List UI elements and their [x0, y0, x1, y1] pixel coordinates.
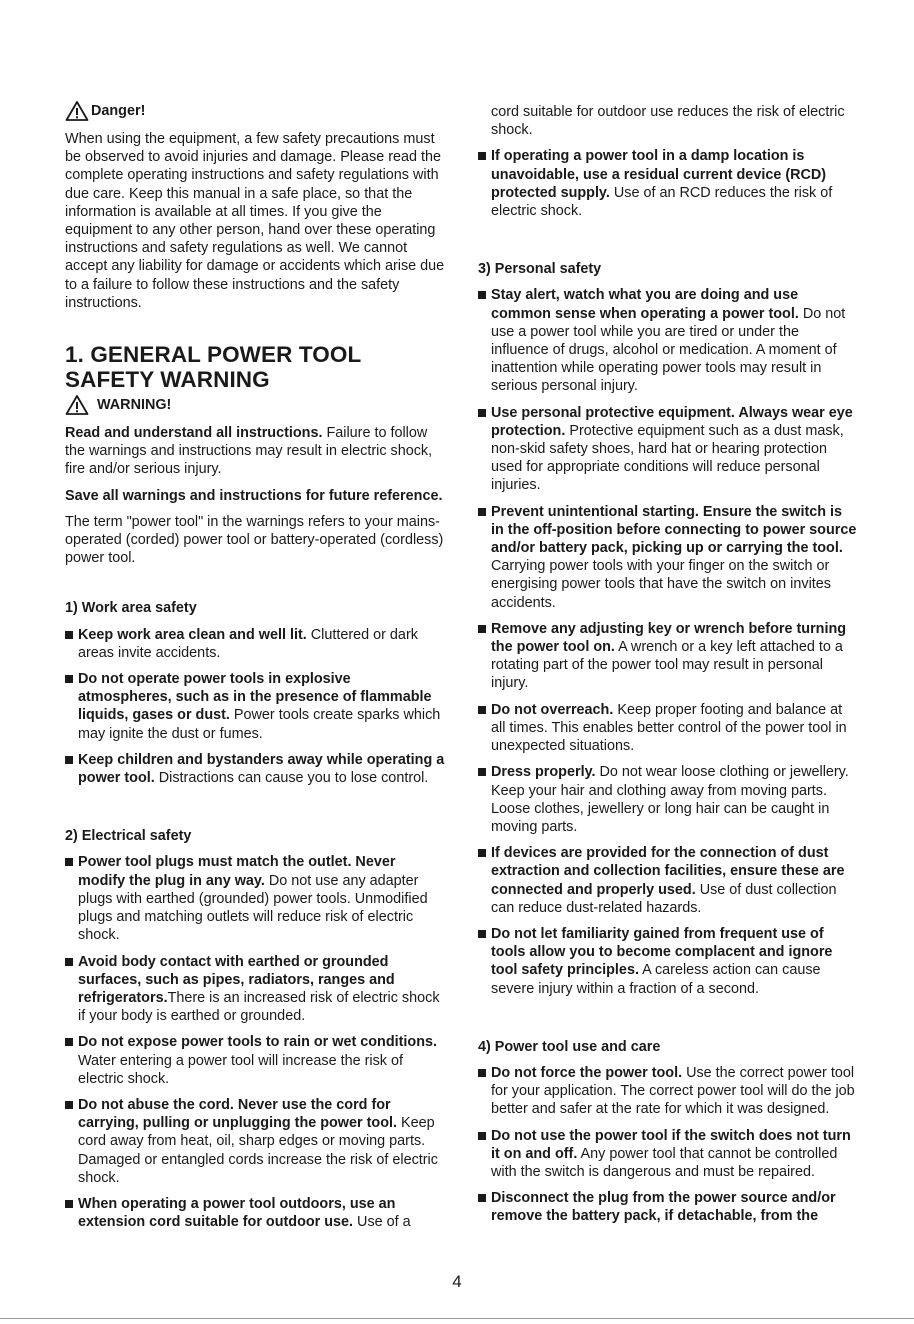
- list-item: Do not use the power tool if the switch does not turn it on and off. Any power tool that cannot be controlled with the switch is dangerous and must be repaired.: [478, 1127, 858, 1182]
- bullet-square-icon: [478, 1132, 486, 1140]
- bullet-square-icon: [478, 1069, 486, 1077]
- personal-heading: 3) Personal safety: [478, 261, 602, 278]
- bullet-square-icon: [478, 508, 486, 516]
- warning-heading: [65, 394, 445, 416]
- list-item: Do not let familiarity gained from frequent use of tools allow you to become complacent and ignore tool safety principles. A careless action can cause severe injury within a fraction of a second.: [478, 925, 858, 998]
- list-item: Dress properly. Do not wear loose clothing or jewellery. Keep your hair and clothing away from moving parts. Loose clothes, jewellery or long hair can be caught in moving parts.: [478, 763, 858, 836]
- bullet-square-icon: [65, 1101, 73, 1109]
- danger-text: When using the equipment, a few safety precautions must be observed to avoid injuries and damage. Please read the complete operating instructions and safety regulations with due care. Keep this manual in a safe place, so that the information is available at all times. If you give the equipment to any other person, hand over these operating instructions and safety regulations as well. We cannot accept any liability for damage or accidents which arise due to a failure to follow these instructions and the safety instructions.: [65, 131, 445, 311]
- list-item: Do not force the power tool. Use the correct power tool for your application. The correct power tool will do the job better and safer at the rate for which it was designed.: [478, 1064, 858, 1119]
- list-item: If operating a power tool in a damp location is unavoidable, use a residual current device (RCD) protected supply. Use of an RCD reduces the risk of electric shock.: [478, 147, 858, 220]
- list-item: Do not overreach. Keep proper footing and balance at all times. This enables better control of the power tool in unexpected situations.: [478, 701, 858, 756]
- danger-heading: [65, 100, 445, 122]
- read-instructions: Read and understand all instructions. Failure to follow the warnings and instructions may result in electric shock, fire and/or serious injury.: [65, 425, 433, 478]
- bullet-square-icon: [65, 675, 73, 683]
- bullet-square-icon: [65, 858, 73, 866]
- left-column: [65, 100, 445, 1239]
- list-item: When operating a power tool outdoors, use an extension cord suitable for outdoor use. Use of a: [65, 1195, 445, 1231]
- term-definition: The term "power tool" in the warnings refers to your mains-operated (corded) power tool or battery-operated (cordless) power tool.: [65, 513, 444, 567]
- list-item: Remove any adjusting key or wrench before turning the power tool on. A wrench or a key left attached to a rotating part of the power tool may result in personal injury.: [478, 620, 858, 693]
- bullet-square-icon: [478, 768, 486, 776]
- bottom-divider: [0, 1318, 914, 1319]
- work-area-heading: 1) Work area safety: [65, 600, 197, 617]
- list-item: Keep children and bystanders away while operating a power tool. Distractions can cause you to lose control.: [65, 751, 445, 787]
- bullet-square-icon: [478, 625, 486, 633]
- page-number: 4: [452, 1272, 462, 1291]
- bullet-square-icon: [478, 291, 486, 299]
- continued-text: cord suitable for outdoor use reduces the risk of electric shock.: [491, 104, 845, 139]
- right-column: [478, 103, 858, 1234]
- list-item: Do not operate power tools in explosive atmospheres, such as in the presence of flammable liquids, gases or dust. Power tools create sparks which may ignite the dust or fumes.: [65, 670, 445, 743]
- section-title: 1. GENERAL POWER TOOL SAFETY WARNING: [65, 342, 361, 393]
- list-item: Keep work area clean and well lit. Cluttered or dark areas invite accidents.: [65, 626, 445, 662]
- list-item: Avoid body contact with earthed or grounded surfaces, such as pipes, radiators, ranges and refrigerators.There is an increased risk of electric shock if your body is earthed or grounded.: [65, 953, 445, 1026]
- bullet-square-icon: [65, 958, 73, 966]
- bullet-square-icon: [65, 1038, 73, 1046]
- warning-triangle-icon: [65, 100, 89, 122]
- electrical-heading: 2) Electrical safety: [65, 828, 192, 845]
- list-item: Use personal protective equipment. Always wear eye protection. Protective equipment such as a dust mask, non-skid safety shoes, hard hat or hearing protection used for appropriate conditions will reduce personal injuries.: [478, 404, 858, 495]
- bullet-square-icon: [478, 849, 486, 857]
- list-item: Stay alert, watch what you are doing and use common sense when operating a power tool. Do not use a power tool while you are tired or under the influence of drugs, alcohol or medication. A moment of inattention while operating power tools may result in serious personal injury.: [478, 286, 858, 395]
- bullet-square-icon: [478, 706, 486, 714]
- list-item: Do not abuse the cord. Never use the cord for carrying, pulling or unplugging the power tool. Keep cord away from heat, oil, sharp edges or moving parts. Damaged or entangled cords increase the risk of electric shock.: [65, 1096, 445, 1187]
- warning-triangle-icon: [65, 394, 89, 416]
- list-item: Do not expose power tools to rain or wet conditions. Water entering a power tool will increase the risk of electric shock.: [65, 1033, 445, 1088]
- bullet-square-icon: [65, 1200, 73, 1208]
- list-item: Disconnect the plug from the power source and/or remove the battery pack, if detachable, from the: [478, 1189, 858, 1225]
- danger-title: Danger!: [91, 102, 146, 119]
- list-item: If devices are provided for the connection of dust extraction and collection facilities, ensure these are connected and properly used. Use of dust collection can reduce dust-related hazards.: [478, 844, 858, 917]
- save-warnings: Save all warnings and instructions for future reference.: [65, 487, 443, 504]
- bullet-square-icon: [65, 756, 73, 764]
- use-care-heading: 4) Power tool use and care: [478, 1038, 661, 1055]
- list-item: Prevent unintentional starting. Ensure the switch is in the off-position before connecting to power source and/or battery pack, picking up or carrying the tool. Carrying power tools with your finger on the switch or energising power tools that have the switch on invites accidents.: [478, 503, 858, 612]
- warning-label: WARNING!: [97, 396, 172, 413]
- bullet-square-icon: [478, 409, 486, 417]
- bullet-square-icon: [478, 152, 486, 160]
- bullet-square-icon: [65, 631, 73, 639]
- list-item: Power tool plugs must match the outlet. Never modify the plug in any way. Do not use any adapter plugs with earthed (grounded) power tools. Unmodified plugs and matching outlets will reduce risk of electric shock.: [65, 853, 445, 944]
- bullet-square-icon: [478, 930, 486, 938]
- bullet-square-icon: [478, 1194, 486, 1202]
